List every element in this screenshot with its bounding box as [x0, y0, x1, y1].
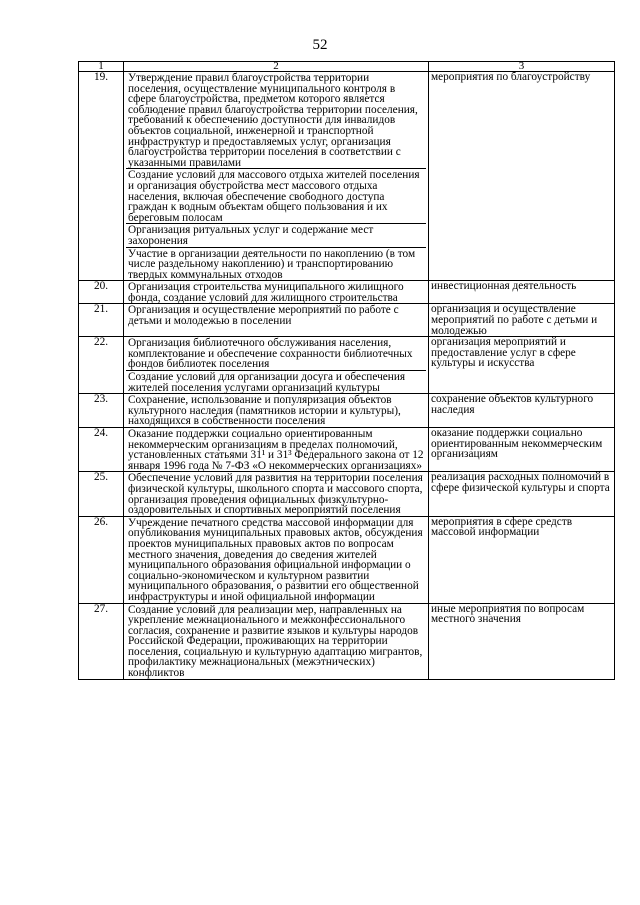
table-row — [79, 394, 615, 428]
power-item: Оказание поддержки социально ориентированным некоммерческим организациям в пределах полномочий, установленных статьями 31¹ и 31³ Федерального закона от 12 января 1996 года № 7-ФЗ «О некоммерческих организациях» — [128, 428, 424, 472]
direction-cell: оказание поддержки социально ориентированным некоммерческим организациям — [429, 428, 615, 472]
power-cell — [124, 281, 429, 304]
power-item: Организация строительства муниципального жилищного фонда, создание условий для жилищного строительства — [128, 281, 404, 304]
row-number: 23. — [79, 394, 124, 428]
row-number: 27. — [79, 603, 124, 679]
power-cell — [124, 603, 429, 679]
power-cell — [124, 516, 429, 603]
table-row — [79, 428, 615, 472]
direction-cell: инвестиционная деятельность — [429, 281, 615, 304]
power-item: Организация ритуальных услуг и содержание мест захоронения — [126, 224, 426, 247]
column-header-number: 1 — [79, 62, 124, 72]
power-cell — [124, 337, 429, 394]
row-number: 22. — [79, 337, 124, 394]
direction-cell: мероприятия в сфере средств массовой информации — [429, 516, 615, 603]
power-cell — [124, 72, 429, 281]
table-header-row — [79, 62, 615, 72]
power-item: Обеспечение условий для развития на территории поселения физической культуры, школьного спорта и массового спорта, организация проведения официальных физкультурно-оздоровительных и спортивных мероприятий поселения — [128, 472, 423, 517]
page-number: 52 — [312, 37, 328, 53]
powers-table — [78, 61, 615, 680]
power-cell — [124, 472, 429, 516]
direction-cell: мероприятия по благоустройству — [429, 72, 615, 281]
power-item: Организация и осуществление мероприятий по работе с детьми и молодежью в поселении — [128, 304, 399, 328]
power-cell — [124, 304, 429, 337]
table-row — [79, 472, 615, 516]
power-item: Создание условий для организации досуга и обеспечения жителей поселения услугами организаций культуры — [128, 371, 406, 394]
table-row — [79, 337, 615, 394]
power-item: Организация библиотечного обслуживания населения, комплектование и обеспечение сохранности библиотечных фондов библиотек поселения — [126, 337, 426, 371]
row-number: 21. — [79, 304, 124, 337]
power-item: Создание условий для реализации мер, направленных на укрепление межнационального и межконфессионального согласия, сохранение и развитие языков и культуры народов Российской Федерации, проживающих на территории поселения, социальную и культурную адаптацию мигрантов, профилактику межнациональных (межэтнических) конфликтов — [128, 603, 423, 680]
column-header-direction: 3 — [429, 62, 615, 72]
power-cell — [124, 394, 429, 428]
table-row — [79, 281, 615, 304]
table-row — [79, 304, 615, 337]
power-item: Утверждение правил благоустройства территории поселения, осуществление муниципального контроля в сфере благоустройства, предметом которого является соблюдение правил благоустройства территории поселения, требований к обеспечению доступности для инвалидов объектов социальной, инженерной и транспортной инфраструктур и предоставляемых услуг, организация благоустройства территории поселения в соответствии с указанными правилами — [126, 72, 426, 169]
direction-cell: реализация расходных полномочий в сфере физической культуры и спорта — [429, 472, 615, 516]
direction-cell: сохранение объектов культурного наследия — [429, 394, 615, 428]
row-number: 24. — [79, 428, 124, 472]
row-number: 25. — [79, 472, 124, 516]
direction-cell: иные мероприятия по вопросам местного значения — [429, 603, 615, 679]
power-item: Создание условий для массового отдыха жителей поселения и организация обустройства мест массового отдыха населения, включая обеспечение свободного доступа граждан к водным объектам общего пользования и их береговым полосам — [126, 169, 426, 224]
power-item: Учреждение печатного средства массовой информации для опубликования муниципальных правовых актов, обсуждения проектов муниципальных правовых актов по вопросам местного значения, доведения до сведения жителей муниципального образования официальной информации о социально-экономическом и культурном развитии муниципального образования, о развитии его общественной инфраструктуры и иной официальной информации — [128, 516, 423, 603]
table-row — [79, 603, 615, 679]
table-row — [79, 516, 615, 603]
row-number: 20. — [79, 281, 124, 304]
table-row — [79, 72, 615, 281]
direction-cell: организация мероприятий и предоставление услуг в сфере культуры и искусства — [429, 337, 615, 394]
power-cell — [124, 428, 429, 472]
direction-cell: организация и осуществление мероприятий по работе с детьми и молодежью — [429, 304, 615, 337]
power-item: Участие в организации деятельности по накоплению (в том числе раздельному накоплению) и транспортированию твердых коммунальных отходов — [128, 247, 416, 281]
row-number: 19. — [79, 72, 124, 281]
row-number: 26. — [79, 516, 124, 603]
power-item: Сохранение, использование и популяризация объектов культурного наследия (памятников истории и культуры), находящихся в собственности поселения — [128, 394, 401, 428]
column-header-power: 2 — [124, 62, 429, 72]
